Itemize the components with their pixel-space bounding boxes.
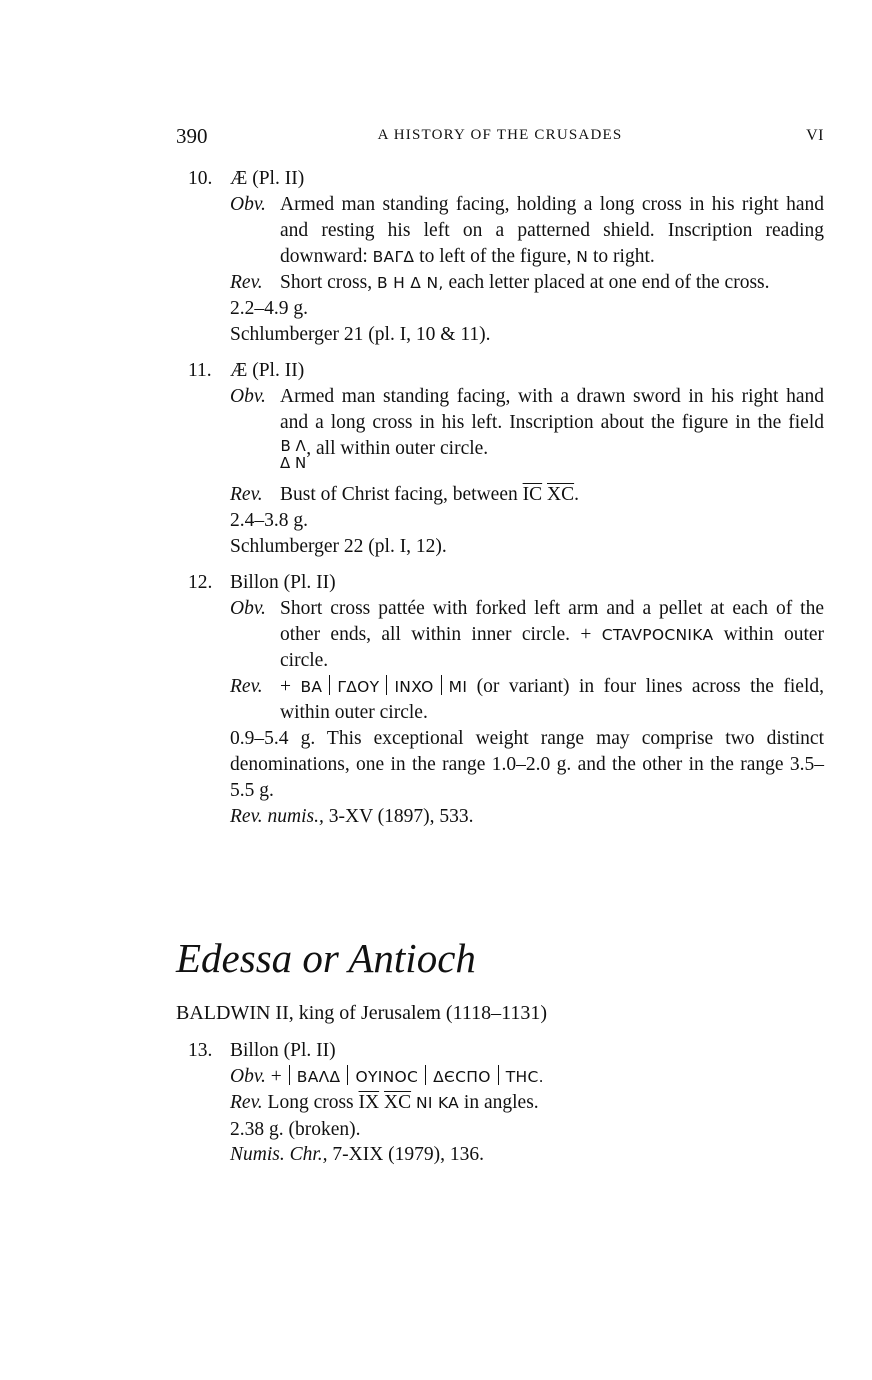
entry-12 [176, 570, 824, 830]
inscription: MI [448, 678, 468, 696]
ruler-heading: BALDWIN II, king of Jerusalem (1118–1131) [176, 1002, 548, 1024]
weight: 2.38 g. (broken). [230, 1118, 361, 1140]
section-number: VI [806, 127, 824, 144]
entry-11 [176, 358, 824, 560]
catalogue-entries [176, 166, 824, 840]
obverse-label: Obv. [230, 386, 266, 407]
reference: Rev. numis., 3-XV (1897), 533. [230, 806, 474, 827]
obverse-label: Obv. [230, 1065, 266, 1087]
line-divider [386, 675, 387, 695]
obverse-label: Obv. [230, 194, 266, 215]
line-divider [289, 1065, 290, 1085]
obverse: Obv. Armed man standing facing, holding a long cross in his right hand and resting his left on a patterned shield. Inscription reading downward: ΒΑΓΔ to left of the figure, Ν to right. [230, 194, 824, 267]
inscription: Β Η Δ Ν, [376, 274, 444, 292]
obverse: Obv. Armed man standing facing, with a drawn sword in his right hand and a long cross in his left. Inscription about the figure in the field Β Λ Δ Ν , all within outer circle. [230, 386, 824, 472]
running-header [176, 124, 824, 150]
entry-number: 13. [188, 1040, 213, 1061]
reference: Schlumberger 22 (pl. I, 12). [230, 536, 447, 557]
inscription: ΒΑΛΔ [296, 1067, 341, 1086]
inscription: ΔЄCΠΟ [433, 1067, 491, 1086]
inscription: $\overline{XC}$ [383, 1092, 412, 1113]
section-title: Edessa or Antioch [176, 935, 476, 981]
weight: 2.2–4.9 g. [230, 298, 308, 319]
line-divider [347, 1065, 348, 1085]
inscription: CTAVPOCNIKA [601, 626, 714, 644]
entry-13 [176, 1038, 824, 1178]
running-title: A HISTORY OF THE CRUSADES [377, 127, 623, 143]
line-divider [329, 675, 330, 695]
weight: 0.9–5.4 g. This exceptional weight range may comprise two distinct denominations, one in the range 1.0–2.0 g. and the other in the range 3.5–5.5 g. [230, 728, 824, 801]
inscription: ΒΑ [300, 678, 323, 696]
page-number: 390 [176, 124, 208, 148]
reverse: Rev. Long cross $\overline{IX}$ $\overline{XC}$ NI KA in angles. [230, 1092, 539, 1113]
entry-heading: Billon (Pl. II) [230, 572, 336, 593]
reverse: Rev. + ΒΑ ΓΔΟΥ INXO MI (or variant) in four lines across the field, within outer circle. [230, 676, 825, 723]
inscription: NI KA [415, 1094, 460, 1112]
entry-heading: Æ (Pl. II) [230, 168, 305, 189]
entry-heading: Billon (Pl. II) [230, 1040, 336, 1061]
reverse-label: Rev. [230, 1092, 263, 1113]
entry-number: 10. [188, 168, 213, 189]
reverse-label: Rev. [230, 272, 263, 293]
line-divider [441, 675, 442, 695]
obverse: Obv. Short cross pattée with forked left arm and a pellet at each of the other ends, all within inner circle. + CTAVPOCNIKA within outer circle. [230, 598, 825, 671]
inscription-stacked: Β Λ Δ Ν [280, 437, 307, 472]
inscription: $\overline{IX}$ [358, 1092, 380, 1113]
inscription: $\overline{XC}$ [547, 484, 575, 505]
line-divider [498, 1065, 499, 1085]
entry-10 [176, 166, 824, 348]
inscription: INXO [394, 678, 434, 696]
obverse-label: Obv. [230, 598, 266, 619]
reverse-label: Rev. [230, 484, 263, 505]
reverse: Rev. Bust of Christ facing, between $\overline{IC}$ $\overline{XC}$. [176, 482, 824, 508]
inscription: ΟΥΙΝΟC [355, 1067, 419, 1086]
inscription: THC. [505, 1067, 544, 1086]
entry-heading: Æ (Pl. II) [230, 360, 305, 381]
line-divider [425, 1065, 426, 1085]
entry-number: 12. [188, 572, 213, 593]
inscription: Ν [576, 248, 589, 266]
reference: Numis. Chr., 7-XIX (1979), 136. [230, 1144, 485, 1165]
obverse: Obv. + ΒΑΛΔ ΟΥΙΝΟC ΔЄCΠΟ THC. [230, 1065, 544, 1087]
reverse-label: Rev. [230, 676, 263, 697]
entry-number: 11. [188, 360, 212, 381]
weight: 2.4–3.8 g. [230, 510, 308, 531]
inscription: ΓΔΟΥ [337, 678, 380, 696]
reference: Schlumberger 21 (pl. I, 10 & 11). [230, 324, 491, 345]
inscription: ΒΑΓΔ [372, 248, 415, 266]
reverse: Rev. Short cross, Β Η Δ Ν, each letter placed at one end of the cross. [176, 270, 824, 296]
inscription: $\overline{IC}$ [522, 484, 543, 505]
